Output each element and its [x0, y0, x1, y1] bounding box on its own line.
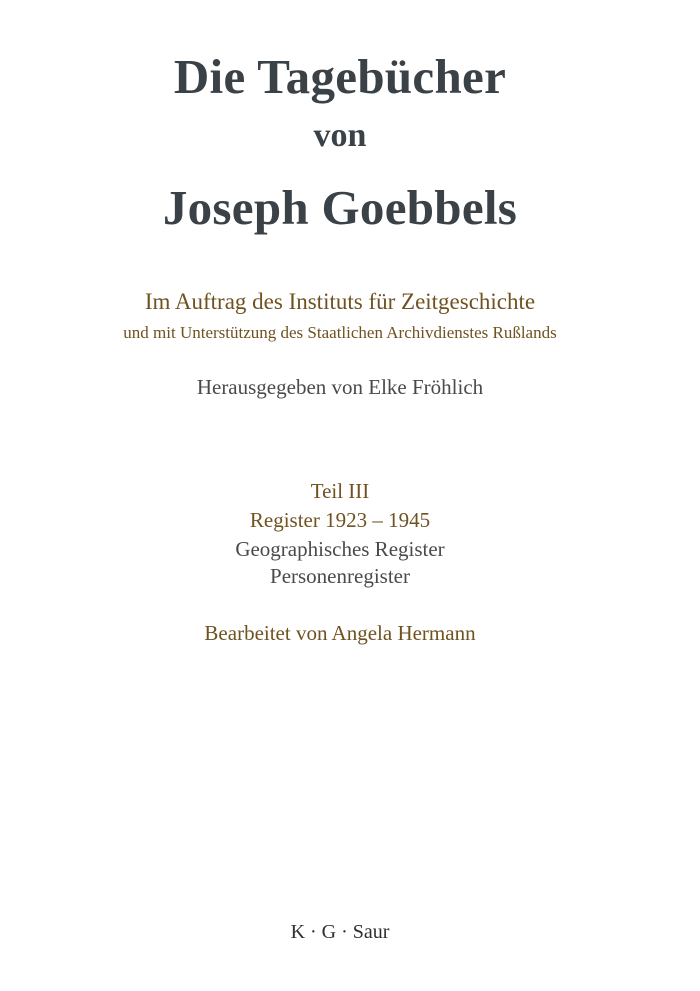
- commission-line-1: Im Auftrag des Instituts für Zeitgeschichte: [144, 289, 536, 314]
- compiled-by-line: Bearbeitet von Angela Hermann: [204, 621, 476, 645]
- commission-line-2: und mit Unterstützung des Staatlichen Archivdienstes Rußlands: [123, 323, 557, 342]
- volume-part: Teil III: [310, 479, 370, 503]
- title-line-1: Die Tagebücher: [173, 49, 507, 104]
- editor-line: Herausgegeben von Elke Fröhlich: [196, 375, 484, 399]
- volume-person-register: Personenregister: [270, 564, 410, 588]
- title-line-2: von: [313, 117, 367, 154]
- publisher-imprint: K · G · Saur: [290, 921, 390, 943]
- volume-geographic-register: Geographisches Register: [235, 537, 445, 561]
- title-line-3: Joseph Goebbels: [162, 180, 518, 235]
- volume-register: Register 1923 – 1945: [249, 508, 431, 532]
